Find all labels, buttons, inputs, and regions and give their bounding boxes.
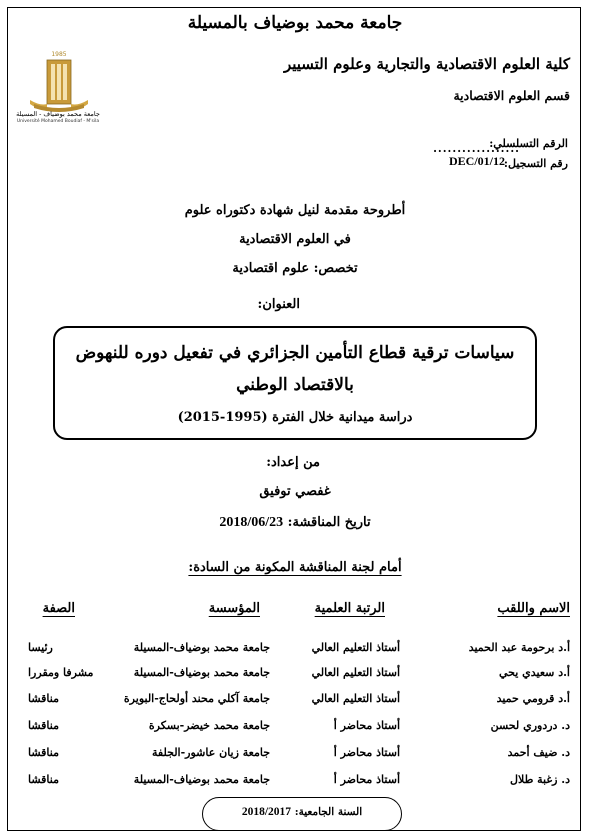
logo-year: 1985 (51, 51, 67, 58)
author-name: غفصي توفيق (259, 484, 331, 499)
thesis-title-line-1: سياسات ترقية قطاع التأمين الجزائري في تفعيل دوره للنهوض (75, 343, 515, 363)
academic-year-value: 2018/2017 (241, 806, 292, 818)
thesis-degree-line: أطروحة مقدمة لنيل شهادة دكتوراه علوم (184, 203, 406, 218)
header-institution: المؤسسة (208, 601, 260, 616)
defense-date-value: 2018/06/23 (219, 515, 284, 530)
committee-title (0, 560, 590, 575)
member-name: د. دردوري لحسن (490, 719, 570, 732)
registration-number-label: رقم التسجيل: (503, 157, 568, 170)
member-rank: أستاذ التعليم العالي (311, 666, 400, 679)
member-name: أ.د برحومة عبد الحميد (468, 641, 570, 654)
committee-row (0, 666, 590, 686)
prepared-by-label: من إعداد: (266, 455, 320, 470)
serial-number-value: .................. (433, 142, 520, 155)
header-rank: الرتبة العلمية (314, 601, 385, 616)
title-label: العنوان: (257, 297, 300, 312)
member-name: د. زغبة طلال (510, 773, 570, 786)
thesis-field: في العلوم الاقتصادية (239, 232, 351, 247)
member-institution: جامعة محمد بوضياف-المسيلة (133, 666, 270, 679)
member-institution: جامعة زيان عاشور-الجلفة (151, 746, 270, 759)
committee-row (0, 746, 590, 766)
member-role: مناقشا (28, 719, 59, 732)
registration-number-value: DEC/01/12 (448, 154, 505, 168)
thesis-title-line-2: بالاقتصاد الوطني (236, 375, 354, 395)
serial-number-label: الرقم التسلسلي: (489, 137, 568, 150)
thesis-subtitle: دراسة ميدانية خلال الفترة (1995-2015) (177, 410, 413, 425)
academic-year-label: السنة الجامعية: (294, 806, 363, 818)
member-rank: أستاذ محاضر أ (333, 746, 400, 759)
member-rank: أستاذ محاضر أ (333, 719, 400, 732)
member-role: مشرفا ومقررا (28, 666, 94, 679)
header-name: الاسم واللقب (497, 601, 570, 616)
department-name: قسم العلوم الاقتصادية (453, 88, 570, 103)
member-name: د. ضيف أحمد (507, 746, 570, 759)
logo-caption (16, 110, 100, 126)
member-institution: جامعة محمد خيضر-بسكرة (148, 719, 270, 732)
member-institution: جامعة آكلي محند أولحاج-البويرة (123, 692, 270, 705)
committee-row (0, 773, 590, 793)
header-role: الصفة (42, 601, 75, 616)
committee-row (0, 719, 590, 739)
member-role: مناقشا (28, 773, 59, 786)
thesis-specialization: تخصص: علوم اقتصادية (232, 261, 358, 276)
member-role: مناقشا (28, 746, 59, 759)
member-institution: جامعة محمد بوضياف-المسيلة (133, 641, 270, 654)
logo-caption-ar: جامعة محمد بوضياف - المسيلة (16, 110, 100, 118)
member-name: أ.د قرومي حميد (496, 692, 570, 705)
faculty-name: كلية العلوم الاقتصادية والتجارية وعلوم التسيير (283, 55, 570, 73)
defense-date-label: تاريخ المناقشة: (287, 515, 371, 530)
logo-caption-en: Université Mohamed Boudiaf - M'sila (16, 119, 100, 124)
committee-title-text: أمام لجنة المناقشة المكونة من السادة: (188, 560, 402, 575)
member-role: رئيسا (28, 641, 53, 654)
defense-date (0, 515, 590, 531)
academic-year (202, 806, 402, 818)
member-role: مناقشا (28, 692, 59, 705)
university-name: جامعة محمد بوضياف بالمسيلة (187, 13, 403, 33)
member-name: أ.د سعيدي يحي (498, 666, 570, 679)
member-rank: أستاذ التعليم العالي (311, 692, 400, 705)
member-rank: أستاذ التعليم العالي (311, 641, 400, 654)
member-institution: جامعة محمد بوضياف-المسيلة (133, 773, 270, 786)
committee-row (0, 641, 590, 661)
committee-row (0, 692, 590, 712)
member-rank: أستاذ محاضر أ (333, 773, 400, 786)
